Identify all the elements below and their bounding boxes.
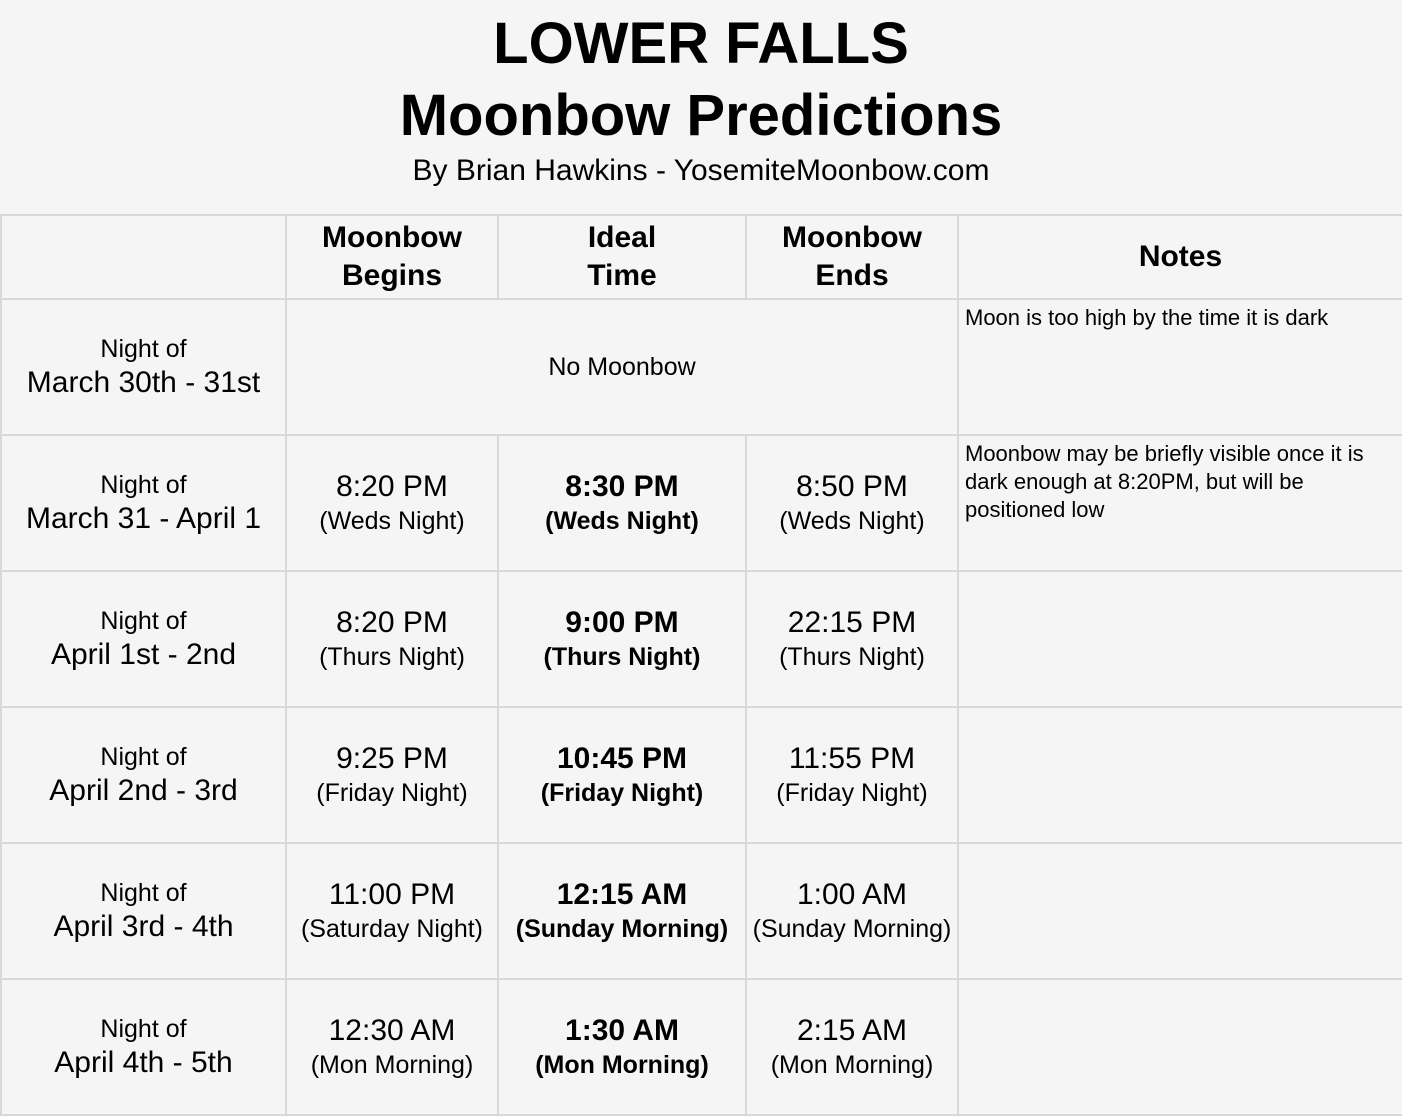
ideal-day: (Friday Night) [540, 779, 704, 807]
ends-day: (Thurs Night) [779, 643, 925, 671]
notes-cell [958, 707, 1402, 843]
header-ends-line1: Moonbow [782, 221, 922, 254]
header-ideal-line2: Time [587, 259, 657, 292]
ends-day: (Friday Night) [776, 779, 928, 807]
date-cell [1, 435, 286, 571]
begins-day: (Saturday Night) [300, 915, 484, 943]
ideal-day: (Sunday Morning) [515, 915, 729, 943]
begins-time: 11:00 PM [328, 878, 456, 911]
header-moonbow-ends [746, 215, 958, 299]
ends-time: 22:15 PM [787, 606, 917, 639]
night-label: Night of [100, 471, 187, 499]
notes-cell [958, 979, 1402, 1115]
table-row [1, 979, 1402, 1115]
ideal-day: (Thurs Night) [543, 643, 701, 671]
night-dates: March 30th - 31st [26, 366, 261, 399]
ends-time: 2:15 AM [796, 1014, 908, 1047]
header-begins-line2: Begins [341, 259, 443, 292]
ends-cell [746, 707, 958, 843]
ends-cell [746, 843, 958, 979]
ends-day: (Weds Night) [779, 507, 925, 535]
begins-cell [286, 435, 498, 571]
table-row [1, 299, 1402, 435]
begins-cell [286, 707, 498, 843]
ideal-cell [498, 435, 746, 571]
ideal-day: (Mon Morning) [535, 1051, 709, 1079]
night-label: Night of [100, 743, 187, 771]
ideal-day: (Weds Night) [545, 507, 699, 535]
header-ends-line2: Ends [815, 259, 889, 292]
ends-time: 1:00 AM [796, 878, 908, 911]
ends-cell [746, 571, 958, 707]
ideal-cell [498, 843, 746, 979]
ends-day: (Sunday Morning) [752, 915, 952, 943]
begins-cell [286, 979, 498, 1115]
begins-time: 9:25 PM [336, 742, 448, 775]
ends-cell [746, 979, 958, 1115]
begins-time: 12:30 AM [328, 1014, 456, 1047]
ends-cell [746, 435, 958, 571]
header-row [1, 215, 1402, 299]
night-label: Night of [100, 335, 187, 363]
night-label: Night of [100, 1015, 187, 1043]
ideal-cell [498, 571, 746, 707]
night-dates: March 31 - April 1 [25, 502, 262, 535]
night-dates: April 1st - 2nd [50, 638, 237, 671]
header-ideal-time [498, 215, 746, 299]
title-line2: Moonbow Predictions [399, 83, 1003, 148]
title-line1: LOWER FALLS [493, 11, 909, 76]
table-row [1, 707, 1402, 843]
begins-day: (Thurs Night) [319, 643, 465, 671]
night-label: Night of [100, 879, 187, 907]
header-empty-cell [1, 215, 286, 299]
date-cell [1, 843, 286, 979]
ideal-time: 12:15 AM [556, 878, 688, 911]
ends-day: (Mon Morning) [770, 1051, 934, 1079]
predictions-table [0, 214, 1402, 1116]
header-moonbow-begins [286, 215, 498, 299]
begins-cell [286, 571, 498, 707]
date-cell [1, 571, 286, 707]
notes-cell: Moon is too high by the time it is dark [958, 299, 1402, 435]
ideal-time: 10:45 PM [556, 742, 688, 775]
notes-cell [958, 843, 1402, 979]
table-row [1, 435, 1402, 571]
notes-cell: Moonbow may be briefly visible once it is dark enough at 8:20PM, but will be positioned low [958, 435, 1402, 571]
header-notes: Notes [958, 215, 1402, 299]
begins-cell [286, 843, 498, 979]
table-row [1, 571, 1402, 707]
ideal-time: 8:30 PM [565, 470, 679, 503]
page-header [0, 0, 1402, 214]
date-cell [1, 299, 286, 435]
night-label: Night of [100, 607, 187, 635]
byline: By Brian Hawkins - YosemiteMoonbow.com [412, 154, 990, 187]
date-cell [1, 707, 286, 843]
begins-day: (Weds Night) [319, 507, 465, 535]
night-dates: April 3rd - 4th [53, 910, 234, 943]
no-moonbow-cell: No Moonbow [286, 299, 958, 435]
night-dates: April 2nd - 3rd [49, 774, 238, 807]
ideal-time: 1:30 AM [565, 1014, 679, 1047]
ideal-cell [498, 979, 746, 1115]
notes-cell [958, 571, 1402, 707]
table-row [1, 843, 1402, 979]
night-dates: April 4th - 5th [54, 1046, 233, 1079]
begins-time: 8:20 PM [336, 470, 448, 503]
begins-time: 8:20 PM [336, 606, 448, 639]
date-cell [1, 979, 286, 1115]
ends-time: 11:55 PM [788, 742, 916, 775]
ideal-time: 9:00 PM [565, 606, 679, 639]
ends-time: 8:50 PM [796, 470, 908, 503]
ideal-cell [498, 707, 746, 843]
header-ideal-line1: Ideal [587, 221, 657, 254]
begins-day: (Friday Night) [316, 779, 468, 807]
header-begins-line1: Moonbow [322, 221, 462, 254]
begins-day: (Mon Morning) [310, 1051, 474, 1079]
